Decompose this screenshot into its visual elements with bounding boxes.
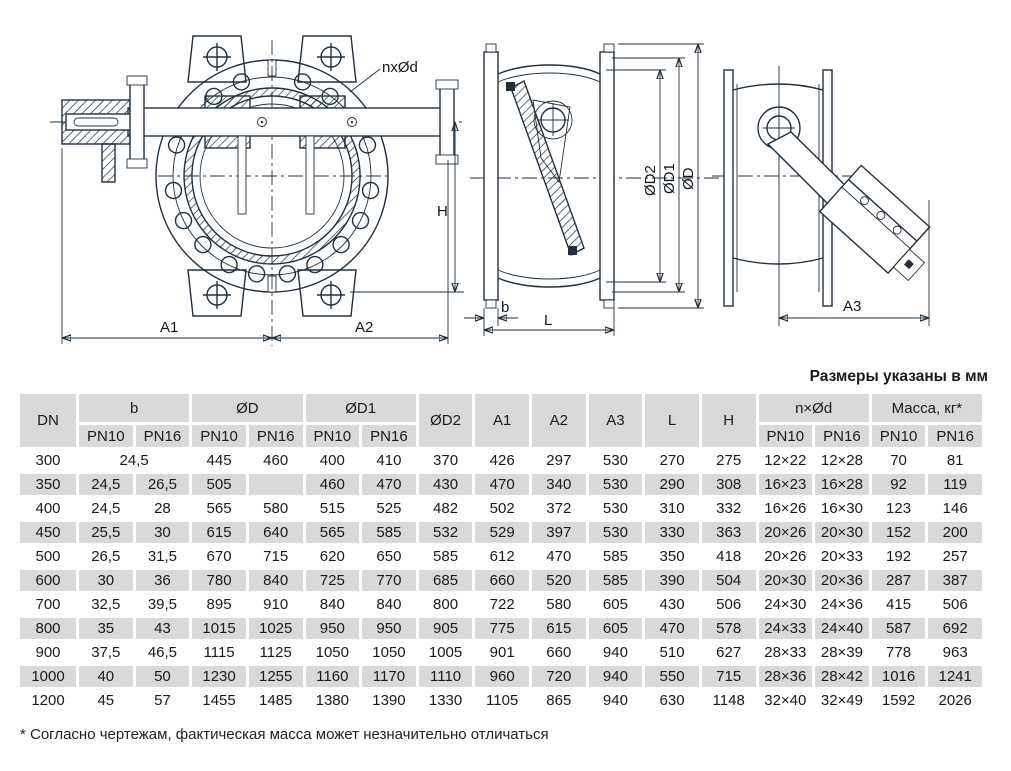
cell: 670 <box>192 546 246 567</box>
col-header-a2: A2 <box>532 394 586 447</box>
cell: 430 <box>419 474 473 495</box>
cell: 585 <box>419 546 473 567</box>
cell: 940 <box>589 690 643 711</box>
cell: 410 <box>362 450 416 471</box>
cell: 2026 <box>928 690 982 711</box>
dim-label-l: L <box>544 312 553 329</box>
col-header-mass: Масса, кг* <box>872 394 982 422</box>
cell: 50 <box>136 666 190 687</box>
cell-dn: 400 <box>20 498 76 519</box>
table-row <box>20 618 982 639</box>
cell: 865 <box>532 690 586 711</box>
col-header-od1: ØD1 <box>306 394 416 422</box>
cell: 275 <box>702 450 756 471</box>
cell: 1170 <box>362 666 416 687</box>
cell: 192 <box>872 546 926 567</box>
subheader-pn16: PN16 <box>815 425 869 447</box>
cell: 530 <box>589 522 643 543</box>
cell-dn: 500 <box>20 546 76 567</box>
cell: 565 <box>306 522 360 543</box>
cell: 504 <box>702 570 756 591</box>
cell: 37,5 <box>79 642 133 663</box>
cell: 1115 <box>192 642 246 663</box>
cell: 24×36 <box>815 594 869 615</box>
cell: 585 <box>589 570 643 591</box>
cell: 722 <box>475 594 529 615</box>
col-header-a1: A1 <box>475 394 529 447</box>
cell: 612 <box>475 546 529 567</box>
cell: 310 <box>645 498 699 519</box>
cell: 565 <box>192 498 246 519</box>
cell: 627 <box>702 642 756 663</box>
table-row <box>20 690 982 711</box>
cell: 92 <box>872 474 926 495</box>
cell: 585 <box>589 546 643 567</box>
cell: 20×26 <box>759 546 813 567</box>
units-note: Размеры указаны в мм <box>809 368 988 385</box>
cell-dn: 1000 <box>20 666 76 687</box>
cell: 12×28 <box>815 450 869 471</box>
cell: 45 <box>79 690 133 711</box>
subheader-pn16: PN16 <box>249 425 303 447</box>
cell: 505 <box>192 474 246 495</box>
cell: 12×22 <box>759 450 813 471</box>
cell: 400 <box>306 450 360 471</box>
cell: 57 <box>136 690 190 711</box>
cell: 36 <box>136 570 190 591</box>
cell: 20×36 <box>815 570 869 591</box>
cell: 800 <box>419 594 473 615</box>
cell: 418 <box>702 546 756 567</box>
cell: 16×23 <box>759 474 813 495</box>
cell: 1125 <box>249 642 303 663</box>
cell: 32×40 <box>759 690 813 711</box>
table-row <box>20 498 982 519</box>
cell: 1050 <box>306 642 360 663</box>
cell: 387 <box>928 570 982 591</box>
cell: 20×33 <box>815 546 869 567</box>
cell: 940 <box>589 642 643 663</box>
cell: 605 <box>589 594 643 615</box>
col-header-nxod: n×Ød <box>759 394 869 422</box>
cell: 257 <box>928 546 982 567</box>
subheader-pn10: PN10 <box>306 425 360 447</box>
cell: 780 <box>192 570 246 591</box>
cell: 470 <box>362 474 416 495</box>
cell: 530 <box>589 450 643 471</box>
cell: 660 <box>475 570 529 591</box>
cell: 940 <box>589 666 643 687</box>
cell: 482 <box>419 498 473 519</box>
cell: 30 <box>79 570 133 591</box>
cell: 43 <box>136 618 190 639</box>
cell: 81 <box>928 450 982 471</box>
cell: 1160 <box>306 666 360 687</box>
dim-label-d1: ØD1 <box>661 163 678 194</box>
cell: 1015 <box>192 618 246 639</box>
cell: 506 <box>702 594 756 615</box>
dim-label-nxod: nxØd <box>382 59 418 76</box>
cell: 340 <box>532 474 586 495</box>
section-view <box>464 44 722 336</box>
cell: 901 <box>475 642 529 663</box>
cell: 1390 <box>362 690 416 711</box>
subheader-pn10: PN10 <box>759 425 813 447</box>
cell: 692 <box>928 618 982 639</box>
cell: 430 <box>645 594 699 615</box>
cell: 770 <box>362 570 416 591</box>
cell: 290 <box>645 474 699 495</box>
side-view <box>712 66 944 326</box>
cell: 1241 <box>928 666 982 687</box>
subheader-pn16: PN16 <box>136 425 190 447</box>
table-row <box>20 642 982 663</box>
cell: 895 <box>192 594 246 615</box>
cell: 332 <box>702 498 756 519</box>
cell: 1105 <box>475 690 529 711</box>
cell: 28×33 <box>759 642 813 663</box>
cell: 840 <box>249 570 303 591</box>
cell: 1110 <box>419 666 473 687</box>
table-row <box>20 666 982 687</box>
cell <box>249 474 303 495</box>
cell: 24,5 <box>79 498 133 519</box>
cell: 1005 <box>419 642 473 663</box>
cell: 24×33 <box>759 618 813 639</box>
cell: 685 <box>419 570 473 591</box>
cell: 510 <box>645 642 699 663</box>
cell: 520 <box>532 570 586 591</box>
cell: 415 <box>872 594 926 615</box>
cell: 530 <box>589 498 643 519</box>
cell: 390 <box>645 570 699 591</box>
cell: 905 <box>419 618 473 639</box>
cell: 1330 <box>419 690 473 711</box>
subheader-pn10: PN10 <box>79 425 133 447</box>
cell: 615 <box>532 618 586 639</box>
cell: 530 <box>589 474 643 495</box>
cell: 460 <box>306 474 360 495</box>
cell: 529 <box>475 522 529 543</box>
cell: 550 <box>645 666 699 687</box>
dim-label-h: H <box>437 203 448 220</box>
cell: 650 <box>362 546 416 567</box>
cell: 32×49 <box>815 690 869 711</box>
subheader-pn16: PN16 <box>362 425 416 447</box>
cell: 30 <box>136 522 190 543</box>
dim-label-d: ØD <box>680 167 697 190</box>
front-view <box>50 36 466 346</box>
cell: 1016 <box>872 666 926 687</box>
cell: 950 <box>362 618 416 639</box>
cell-dn: 300 <box>20 450 76 471</box>
cell: 502 <box>475 498 529 519</box>
table-header <box>20 394 982 447</box>
cell: 950 <box>306 618 360 639</box>
cell: 20×26 <box>759 522 813 543</box>
cell: 28×39 <box>815 642 869 663</box>
cell: 840 <box>362 594 416 615</box>
cell: 630 <box>645 690 699 711</box>
cell-dn: 350 <box>20 474 76 495</box>
cell: 26,5 <box>79 546 133 567</box>
cell: 460 <box>249 450 303 471</box>
dimension-table <box>17 391 985 714</box>
col-header-h: H <box>702 394 756 447</box>
cell: 16×28 <box>815 474 869 495</box>
cell: 28×42 <box>815 666 869 687</box>
cell: 308 <box>702 474 756 495</box>
cell: 16×30 <box>815 498 869 519</box>
subheader-pn10: PN10 <box>872 425 926 447</box>
dim-label-a3: A3 <box>843 298 862 315</box>
cell: 960 <box>475 666 529 687</box>
cell: 297 <box>532 450 586 471</box>
cell: 40 <box>79 666 133 687</box>
cell-dn: 900 <box>20 642 76 663</box>
table-row <box>20 594 982 615</box>
cell: 580 <box>532 594 586 615</box>
cell: 146 <box>928 498 982 519</box>
cell: 840 <box>306 594 360 615</box>
cell: 506 <box>928 594 982 615</box>
cell: 32,5 <box>79 594 133 615</box>
cell-dn: 600 <box>20 570 76 591</box>
col-header-dn: DN <box>20 394 76 447</box>
cell: 715 <box>702 666 756 687</box>
cell: 1230 <box>192 666 246 687</box>
cell: 725 <box>306 570 360 591</box>
cell: 1148 <box>702 690 756 711</box>
cell: 20×30 <box>815 522 869 543</box>
footnote: * Согласно чертежам, фактическая масса может незначительно отличаться <box>20 726 549 743</box>
table-row <box>20 450 982 471</box>
dim-label-b: b <box>501 299 510 316</box>
cell: 1050 <box>362 642 416 663</box>
cell: 778 <box>872 642 926 663</box>
dim-label-a2: A2 <box>355 319 374 336</box>
cell: 28×36 <box>759 666 813 687</box>
cell: 910 <box>249 594 303 615</box>
cell-dn: 700 <box>20 594 76 615</box>
cell: 372 <box>532 498 586 519</box>
cell: 46,5 <box>136 642 190 663</box>
cell: 470 <box>532 546 586 567</box>
cell: 24×40 <box>815 618 869 639</box>
col-header-l: L <box>645 394 699 447</box>
cell: 28 <box>136 498 190 519</box>
cell: 26,5 <box>136 474 190 495</box>
cell: 350 <box>645 546 699 567</box>
cell: 470 <box>645 618 699 639</box>
cell: 119 <box>928 474 982 495</box>
cell: 963 <box>928 642 982 663</box>
cell: 660 <box>532 642 586 663</box>
cell: 20×30 <box>759 570 813 591</box>
technical-drawings <box>0 0 1011 366</box>
col-header-b: b <box>79 394 189 422</box>
cell: 580 <box>249 498 303 519</box>
cell: 1025 <box>249 618 303 639</box>
cell: 426 <box>475 450 529 471</box>
cell-b-merged: 24,5 <box>79 450 189 471</box>
cell: 1592 <box>872 690 926 711</box>
cell: 16×26 <box>759 498 813 519</box>
cell-dn: 800 <box>20 618 76 639</box>
cell: 370 <box>419 450 473 471</box>
cell: 605 <box>589 618 643 639</box>
cell: 775 <box>475 618 529 639</box>
cell: 470 <box>475 474 529 495</box>
cell: 615 <box>192 522 246 543</box>
cell: 287 <box>872 570 926 591</box>
dim-label-d2: ØD2 <box>642 165 659 196</box>
cell: 578 <box>702 618 756 639</box>
cell: 1380 <box>306 690 360 711</box>
cell: 720 <box>532 666 586 687</box>
cell: 35 <box>79 618 133 639</box>
cell: 70 <box>872 450 926 471</box>
cell-dn: 450 <box>20 522 76 543</box>
col-header-od2: ØD2 <box>419 394 473 447</box>
cell: 152 <box>872 522 926 543</box>
cell: 39,5 <box>136 594 190 615</box>
table-row <box>20 570 982 591</box>
cell: 640 <box>249 522 303 543</box>
table-row <box>20 522 982 543</box>
cell: 1455 <box>192 690 246 711</box>
cell: 515 <box>306 498 360 519</box>
cell: 24,5 <box>79 474 133 495</box>
table-row <box>20 546 982 567</box>
cell: 25,5 <box>79 522 133 543</box>
cell: 200 <box>928 522 982 543</box>
cell: 270 <box>645 450 699 471</box>
cell: 532 <box>419 522 473 543</box>
col-header-a3: A3 <box>589 394 643 447</box>
cell: 24×30 <box>759 594 813 615</box>
cell: 397 <box>532 522 586 543</box>
cell: 330 <box>645 522 699 543</box>
cell: 1485 <box>249 690 303 711</box>
subheader-pn16: PN16 <box>928 425 982 447</box>
cell: 715 <box>249 546 303 567</box>
col-header-od: ØD <box>192 394 302 422</box>
cell: 1255 <box>249 666 303 687</box>
table-row <box>20 474 982 495</box>
cell-dn: 1200 <box>20 690 76 711</box>
cell: 363 <box>702 522 756 543</box>
cell: 525 <box>362 498 416 519</box>
cell: 445 <box>192 450 246 471</box>
dim-label-a1: A1 <box>160 319 179 336</box>
cell: 585 <box>362 522 416 543</box>
cell: 587 <box>872 618 926 639</box>
subheader-pn10: PN10 <box>192 425 246 447</box>
cell: 620 <box>306 546 360 567</box>
cell: 123 <box>872 498 926 519</box>
cell: 31,5 <box>136 546 190 567</box>
